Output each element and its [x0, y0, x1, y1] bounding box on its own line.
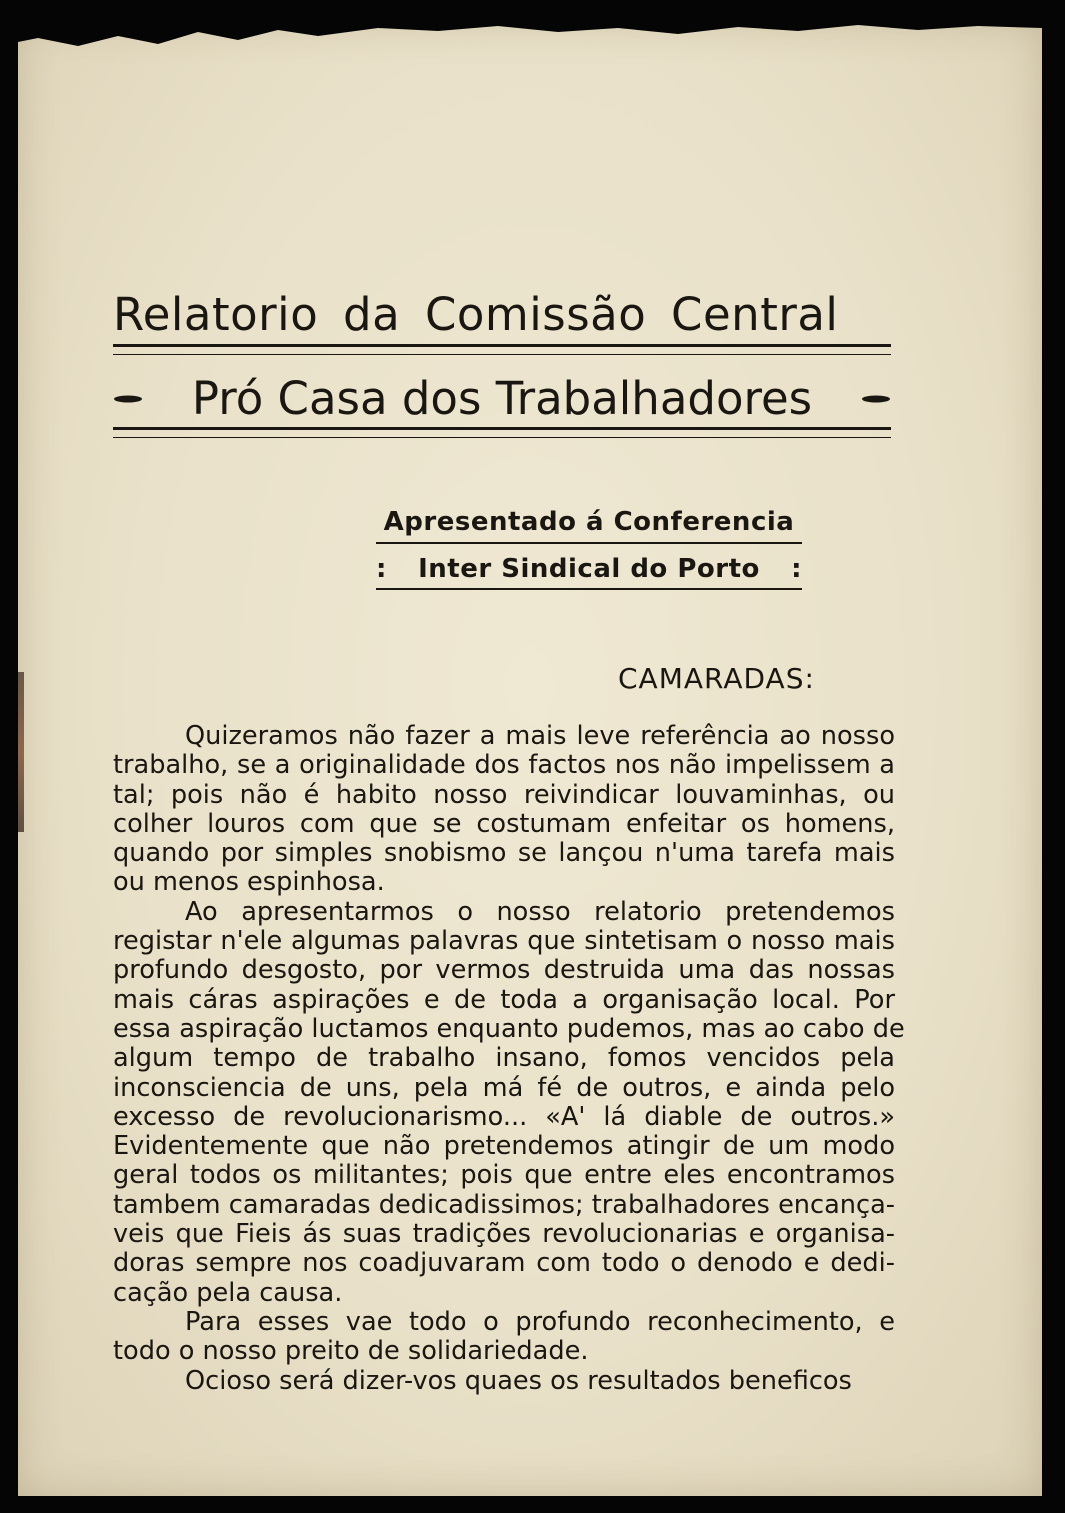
text-line: inconsciencia de uns, pela má fé de outros, e ainda pelo: [113, 1072, 895, 1103]
text-line: essa aspiração luctamos enquanto pudemos, mas ao cabo de: [113, 1013, 905, 1044]
document-page: [18, 22, 1042, 1496]
ornament-left-icon: [113, 394, 143, 404]
presented-line-2-prefix: :: [376, 554, 387, 584]
presented-rule-1: [376, 542, 802, 544]
presented-line-2-suffix: :: [791, 554, 802, 584]
text-line: colher louros com que se costumam enfeitar os homens,: [113, 808, 895, 839]
text-line: ou menos espinhosa.: [113, 867, 385, 898]
paragraph: [113, 722, 895, 898]
paragraph: [113, 1308, 895, 1367]
text-line: doras sempre nos coadjuvaram com todo o denodo e dedi-: [113, 1248, 895, 1279]
text-line: veis que Fieis ás suas tradições revolucionarias e organisa-: [113, 1219, 895, 1250]
text-line: geral todos os militantes; pois que entre eles encontramos: [113, 1160, 895, 1191]
torn-edge: [18, 22, 1042, 62]
text-line: Ocioso será dizer-vos quaes os resultados beneficos: [185, 1365, 852, 1396]
presented-line-1: Apresentado á Conferencia: [383, 507, 795, 537]
text-line: trabalho, se a originalidade dos factos nos não impelissem a: [113, 750, 895, 781]
text-line: cação pela causa.: [113, 1277, 343, 1308]
text-line: excesso de revolucionarismo... «A' lá diable de outros.»: [113, 1101, 895, 1132]
subtitle-rule: [113, 427, 891, 438]
presented-rule-2: [376, 588, 802, 590]
ornament-right-icon: [861, 394, 891, 404]
text-line: todo o nosso preito de solidariedade.: [113, 1336, 589, 1367]
salutation: CAMARADAS:: [618, 662, 815, 695]
document-subtitle: Pró Casa dos Trabalhadores: [191, 372, 813, 425]
document-title: Relatorio da Comissão Central: [113, 288, 839, 341]
paragraph: [113, 1367, 895, 1396]
text-line: Quizeramos não fazer a mais leve referência ao nosso: [185, 721, 895, 751]
presented-line-2-text: Inter Sindical do Porto: [418, 554, 760, 584]
text-line: mais cáras aspirações e de toda a organisação local. Por: [113, 984, 895, 1015]
text-line: quando por simples snobismo se lançou n'uma tarefa mais: [113, 838, 895, 869]
paragraph: [113, 896, 905, 1308]
text-line: profundo desgosto, por vermos destruida uma das nossas: [113, 955, 895, 986]
document-subtitle-row: [113, 372, 891, 425]
text-line: Evidentemente que não pretendemos atingir de um modo: [113, 1131, 895, 1162]
text-line: algum tempo de trabalho insano, fomos vencidos pela: [113, 1043, 895, 1074]
title-rule: [113, 344, 891, 355]
binding-stain: [18, 672, 24, 832]
body-text: [113, 721, 905, 1396]
presented-line-2: [376, 554, 802, 584]
text-line: tal; pois não é habito nosso reivindicar louvaminhas, ou: [113, 779, 895, 810]
text-line: tambem camaradas dedicadissimos; trabalhadores encança-: [113, 1189, 895, 1220]
text-line: registar n'ele algumas palavras que sintetisam o nosso mais: [113, 926, 895, 957]
text-line: Para esses vae todo o profundo reconhecimento, e: [185, 1306, 895, 1337]
text-line: Ao apresentarmos o nosso relatorio pretendemos: [185, 896, 895, 927]
